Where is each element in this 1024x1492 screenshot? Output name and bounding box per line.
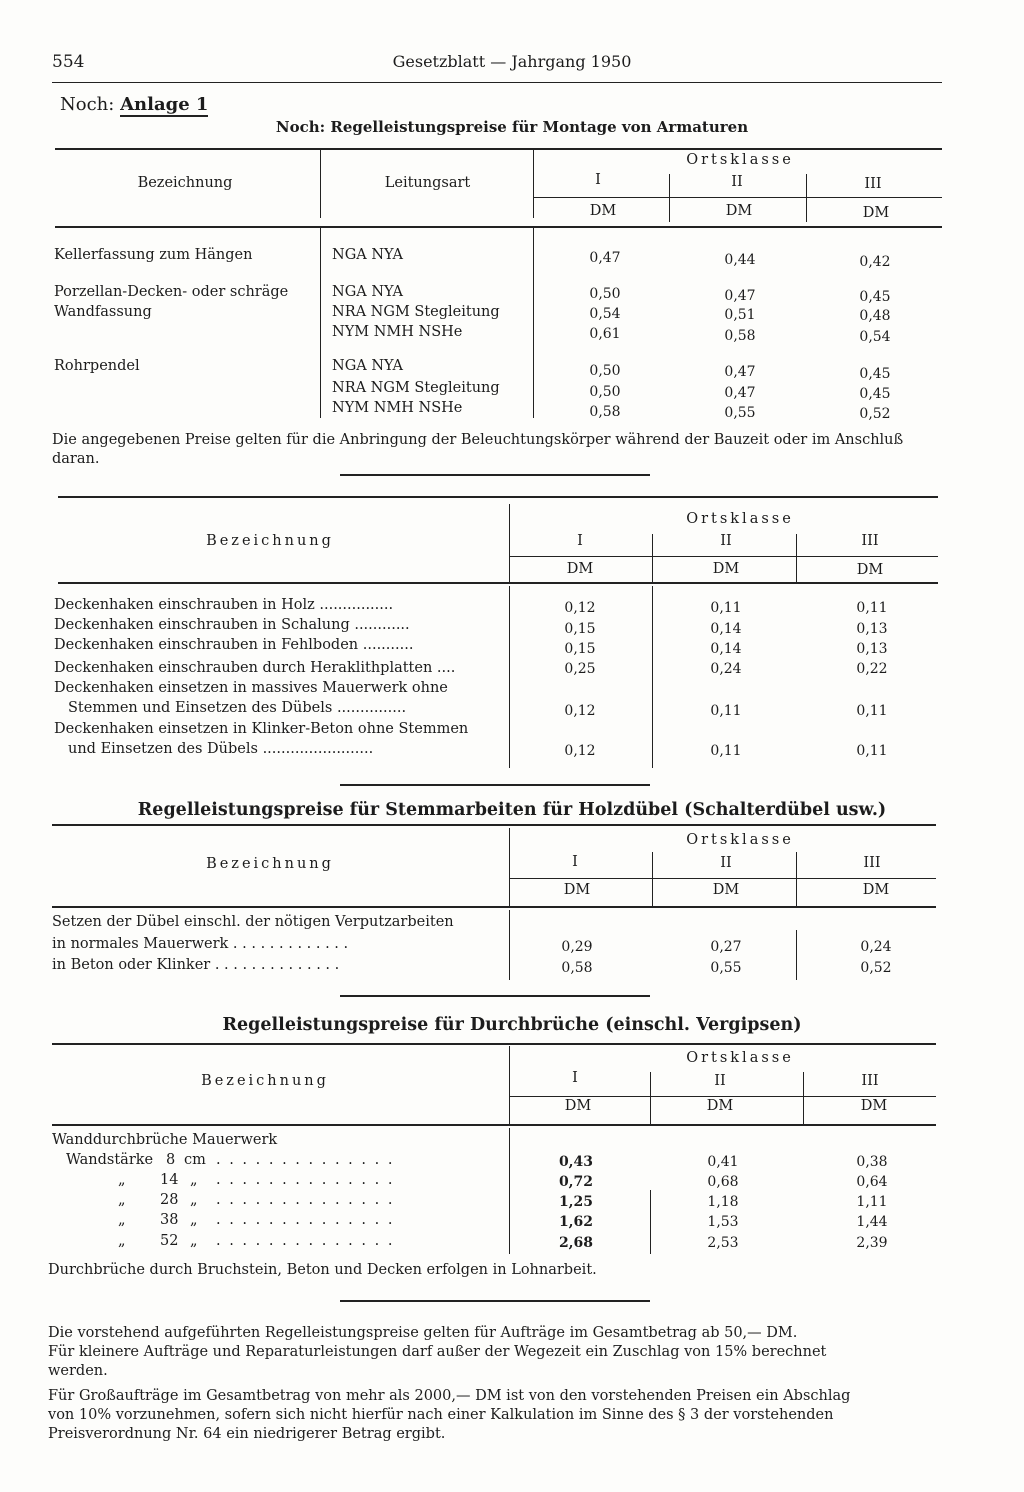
s1-unit-ii: DM xyxy=(725,203,753,219)
s2-row-value: 0,15 xyxy=(564,641,596,657)
s3-unit-ii: DM xyxy=(712,882,740,898)
s3-row-text: in Beton oder Klinker . . . . . . . . . . . . . . xyxy=(52,957,340,973)
s1-note-line1: Die angegebenen Preise gelten für die Anbringung der Beleuchtungskörper während der Bauzeit oder im Anschluß xyxy=(52,432,904,448)
s1-row-value: 0,47 xyxy=(724,364,756,380)
s4-row-size: 38 xyxy=(160,1212,179,1228)
s4-row-value: 1,53 xyxy=(707,1214,739,1230)
s1-row-leitungsart: NGA NYA xyxy=(332,284,403,300)
s1-row-leitungsart: NGA NYA xyxy=(332,358,403,374)
s3-class-iii: III xyxy=(863,855,881,871)
s2-row-value: 0,11 xyxy=(710,600,742,616)
s4-row-unit: „ xyxy=(190,1233,198,1249)
s1-head-rule xyxy=(55,226,942,228)
s4-row-unit: „ xyxy=(190,1172,198,1188)
anlage-name: Anlage 1 xyxy=(120,94,209,115)
s4-row-dots: . . . . . . . . . . . . . . xyxy=(216,1172,395,1188)
s4-note: Durchbrüche durch Bruchstein, Beton und Decken erfolgen in Lohnarbeit. xyxy=(48,1262,597,1278)
s4-row-value: 2,39 xyxy=(856,1235,888,1251)
s2-row-value: 0,12 xyxy=(564,600,596,616)
s4-unit-iii: DM xyxy=(860,1098,888,1114)
s4-row-dots: . . . . . . . . . . . . . . xyxy=(216,1233,395,1249)
s1-row-leitungsart: NRA NGM Stegleitung xyxy=(332,304,500,320)
s1-row-value: 0,45 xyxy=(859,366,891,382)
s2-class-iii: III xyxy=(861,533,879,549)
page-title: Gesetzblatt — Jahrgang 1950 xyxy=(392,52,632,71)
s3-row-value: 0,58 xyxy=(561,960,593,976)
s4-row-prefix: „ xyxy=(118,1172,126,1188)
s2-row-value: 0,14 xyxy=(710,641,742,657)
s3-row-value: 0,52 xyxy=(860,960,892,976)
s2-sub-rule xyxy=(509,556,938,557)
s3-row-value: 0,24 xyxy=(860,939,892,955)
s4-row-value: 1,11 xyxy=(856,1194,888,1210)
s4-row-value: 0,68 xyxy=(707,1174,739,1190)
s4-row-dots: . . . . . . . . . . . . . . xyxy=(216,1192,395,1208)
s4-row-prefix: „ xyxy=(118,1212,126,1228)
s2-row-text: Deckenhaken einsetzen in Klinker-Beton ohne Stemmen xyxy=(54,721,469,737)
s1-row-value: 0,58 xyxy=(589,404,621,420)
s1-row-value: 0,54 xyxy=(859,329,891,345)
s3-class-ii: II xyxy=(720,855,732,871)
s1-row-value: 0,58 xyxy=(724,328,756,344)
s4-unit-ii: DM xyxy=(706,1098,734,1114)
s4-row-size: 8 xyxy=(166,1152,176,1168)
s1-vline xyxy=(320,228,321,418)
s2-row-value: 0,11 xyxy=(710,743,742,759)
s1-row-value: 0,42 xyxy=(859,254,891,270)
s1-row-value: 0,48 xyxy=(859,308,891,324)
s4-row-value: 1,44 xyxy=(856,1214,888,1230)
s4-top-rule xyxy=(52,1043,936,1045)
s1-row-value: 0,61 xyxy=(589,326,621,342)
s3-vline xyxy=(652,852,653,906)
s2-vline xyxy=(509,586,510,768)
s1-note xyxy=(52,431,957,469)
s4-vline xyxy=(650,1072,651,1124)
s3-col-bezeichnung: Bezeichnung xyxy=(206,856,334,872)
s1-vline xyxy=(320,150,321,218)
s2-unit-ii: DM xyxy=(712,561,740,577)
s4-row-value: 0,41 xyxy=(707,1154,739,1170)
s4-class-i: I xyxy=(572,1070,578,1086)
s3-ortsklasse: Ortsklasse xyxy=(686,832,794,848)
s4-vline xyxy=(509,1128,510,1254)
s2-row-value: 0,12 xyxy=(564,743,596,759)
s1-row-value: 0,47 xyxy=(724,288,756,304)
s2-row-value: 0,15 xyxy=(564,621,596,637)
s4-row-prefix: „ xyxy=(118,1192,126,1208)
s2-vline xyxy=(509,504,510,582)
s1-row-value: 0,47 xyxy=(589,250,621,266)
s1-row-value: 0,45 xyxy=(859,289,891,305)
s4-row-value: 1,25 xyxy=(558,1194,594,1210)
s4-row-dots: . . . . . . . . . . . . . . xyxy=(216,1152,395,1168)
s1-unit-iii: DM xyxy=(862,205,890,221)
s1-row-leitungsart: NGA NYA xyxy=(332,247,403,263)
s4-vline xyxy=(509,1046,510,1124)
s3-sub-rule xyxy=(509,878,936,879)
s1-row-value: 0,51 xyxy=(724,307,756,323)
separator xyxy=(340,995,650,997)
s4-class-ii: II xyxy=(714,1073,726,1089)
footer-p1: Die vorstehend aufgeführten Regelleistungspreise gelten für Aufträge im Gesamtbetrag ab 50,— DM. xyxy=(48,1325,798,1341)
s4-class-iii: III xyxy=(861,1073,879,1089)
s2-row-value: 0,24 xyxy=(710,661,742,677)
s1-class-i: I xyxy=(595,172,601,188)
s3-vline xyxy=(509,828,510,906)
s2-vline xyxy=(652,534,653,582)
s1-top-rule xyxy=(55,148,942,150)
s3-unit-i: DM xyxy=(563,882,591,898)
anlage-prefix: Noch: xyxy=(60,94,115,115)
s4-vline xyxy=(650,1190,651,1254)
s3-head-rule xyxy=(52,906,936,908)
s1-vline xyxy=(533,228,534,418)
s4-ortsklasse: Ortsklasse xyxy=(686,1050,794,1066)
s2-head-rule xyxy=(58,582,938,584)
s3-vline xyxy=(796,930,797,980)
s1-row-name: Kellerfassung zum Hängen xyxy=(54,247,253,263)
s1-row-leitungsart: NYM NMH NSHe xyxy=(332,400,463,416)
s4-row-prefix: Wandstärke xyxy=(66,1152,154,1168)
s2-row-value: 0,11 xyxy=(856,743,888,759)
s2-top-rule xyxy=(58,496,938,498)
s2-vline xyxy=(796,534,797,582)
s2-row-text: Deckenhaken einschrauben durch Heraklithplatten .... xyxy=(54,660,456,676)
s1-vline xyxy=(806,174,807,222)
s1-row-value: 0,50 xyxy=(589,286,621,302)
separator xyxy=(340,784,650,786)
s2-ortsklasse: Ortsklasse xyxy=(686,511,794,527)
s4-row-size: 52 xyxy=(160,1233,179,1249)
s1-sub-rule xyxy=(533,197,942,198)
s1-row-value: 0,50 xyxy=(589,363,621,379)
s2-unit-iii: DM xyxy=(856,562,884,578)
footer-p2a: Für kleinere Aufträge und Reparaturleistungen darf außer der Wegezeit ein Zuschlag von 15% berechnet xyxy=(48,1344,827,1360)
separator xyxy=(340,474,650,476)
s4-row-value: 0,64 xyxy=(856,1174,888,1190)
section1-caption: Noch: Regelleistungspreise für Montage von Armaturen xyxy=(275,118,749,136)
s2-row-value: 0,11 xyxy=(856,600,888,616)
footer-p2b: werden. xyxy=(48,1363,108,1379)
s4-row-dots: . . . . . . . . . . . . . . xyxy=(216,1212,395,1228)
footer-p3b: von 10% vorzunehmen, sofern sich nicht hierfür nach einer Kalkulation im Sinne des § 3 der vorstehenden xyxy=(48,1407,834,1423)
s3-class-i: I xyxy=(572,854,578,870)
s4-row-unit: „ xyxy=(190,1212,198,1228)
s1-row-name: Wandfassung xyxy=(54,304,152,320)
s2-row-text: Deckenhaken einschrauben in Fehlboden ........... xyxy=(54,637,414,653)
s3-row-value: 0,29 xyxy=(561,939,593,955)
s4-row-value: 0,43 xyxy=(558,1154,594,1170)
s2-unit-i: DM xyxy=(566,561,594,577)
s1-ortsklasse: Ortsklasse xyxy=(686,152,794,168)
s3-vline xyxy=(509,910,510,980)
s3-row-value: 0,55 xyxy=(710,960,742,976)
s1-row-name: Rohrpendel xyxy=(54,358,140,374)
s2-row-value: 0,13 xyxy=(856,621,888,637)
s2-row-value: 0,11 xyxy=(856,703,888,719)
s2-col-bezeichnung: Bezeichnung xyxy=(206,533,334,549)
s1-row-value: 0,50 xyxy=(589,384,621,400)
s4-row-value: 2,68 xyxy=(558,1235,594,1251)
s4-row-value: 2,53 xyxy=(707,1235,739,1251)
s2-row-value: 0,12 xyxy=(564,703,596,719)
s4-row-value: 0,38 xyxy=(856,1154,888,1170)
s1-row-leitungsart: NRA NGM Stegleitung xyxy=(332,380,500,396)
s4-intro: Wanddurchbrüche Mauerwerk xyxy=(52,1132,278,1148)
s3-row-text: in normales Mauerwerk . . . . . . . . . . . . . xyxy=(52,936,349,952)
s4-row-size: 28 xyxy=(160,1192,179,1208)
s4-row-value: 1,62 xyxy=(558,1214,594,1230)
s1-class-ii: II xyxy=(731,174,743,190)
s2-row-text: Deckenhaken einsetzen in massives Mauerwerk ohne xyxy=(54,680,448,696)
s1-row-value: 0,52 xyxy=(859,406,891,422)
s4-head-rule xyxy=(52,1124,936,1126)
section3-title: Regelleistungspreise für Stemmarbeiten für Holzdübel (Schalterdübel usw.) xyxy=(137,800,887,820)
footer-text xyxy=(48,1324,948,1444)
s3-row-value: 0,27 xyxy=(710,939,742,955)
s1-col-leitungsart: Leitungsart xyxy=(384,175,471,191)
s1-note-line2: daran. xyxy=(52,451,100,467)
s2-row-value: 0,22 xyxy=(856,661,888,677)
s1-row-value: 0,54 xyxy=(589,306,621,322)
s1-unit-i: DM xyxy=(589,203,617,219)
s1-row-leitungsart: NYM NMH NSHe xyxy=(332,324,463,340)
s2-row-value: 0,11 xyxy=(710,703,742,719)
s2-row-value: 0,25 xyxy=(564,661,596,677)
s1-row-value: 0,55 xyxy=(724,405,756,421)
footer-p3a: Für Großaufträge im Gesamtbetrag von mehr als 2000,— DM ist von den vorstehenden Preisen ein Abschlag xyxy=(48,1388,851,1404)
s3-intro: Setzen der Dübel einschl. der nötigen Verputzarbeiten xyxy=(52,914,454,930)
s2-class-ii: II xyxy=(720,533,732,549)
s1-class-iii: III xyxy=(864,176,882,192)
s1-row-value: 0,44 xyxy=(724,252,756,268)
header-rule xyxy=(52,82,942,83)
section4-title: Regelleistungspreise für Durchbrüche (einschl. Vergipsen) xyxy=(222,1015,802,1035)
s3-unit-iii: DM xyxy=(862,882,890,898)
s4-sub-rule xyxy=(509,1096,936,1097)
s2-row-text: und Einsetzen des Dübels ........................ xyxy=(68,741,374,757)
s2-vline xyxy=(652,586,653,768)
page-number: 554 xyxy=(52,52,85,72)
s2-row-value: 0,13 xyxy=(856,641,888,657)
s1-vline xyxy=(669,174,670,222)
s4-unit-i: DM xyxy=(564,1098,592,1114)
s2-row-text: Deckenhaken einschrauben in Schalung ............ xyxy=(54,617,410,633)
s4-row-unit: cm xyxy=(184,1152,206,1168)
s4-row-value: 1,18 xyxy=(707,1194,739,1210)
s4-row-prefix: „ xyxy=(118,1233,126,1249)
s2-row-text: Deckenhaken einschrauben in Holz ................ xyxy=(54,597,394,613)
s3-top-rule xyxy=(52,824,936,826)
s4-vline xyxy=(803,1072,804,1124)
s1-row-value: 0,45 xyxy=(859,386,891,402)
s3-vline xyxy=(796,852,797,906)
s4-row-value: 0,72 xyxy=(558,1174,594,1190)
s2-class-i: I xyxy=(577,533,583,549)
s2-row-text: Stemmen und Einsetzen des Dübels ............... xyxy=(68,700,407,716)
s1-row-value: 0,47 xyxy=(724,385,756,401)
s2-row-value: 0,14 xyxy=(710,621,742,637)
anlage-label xyxy=(60,94,208,115)
s4-col-bezeichnung: Bezeichnung xyxy=(201,1073,329,1089)
separator xyxy=(340,1300,650,1302)
s1-col-bezeichnung: Bezeichnung xyxy=(137,175,233,191)
s1-row-name: Porzellan-Decken- oder schräge xyxy=(54,284,289,300)
s4-row-size: 14 xyxy=(160,1172,179,1188)
s1-vline xyxy=(533,150,534,218)
s4-row-unit: „ xyxy=(190,1192,198,1208)
footer-p3c: Preisverordnung Nr. 64 ein niedrigerer Betrag ergibt. xyxy=(48,1426,446,1442)
